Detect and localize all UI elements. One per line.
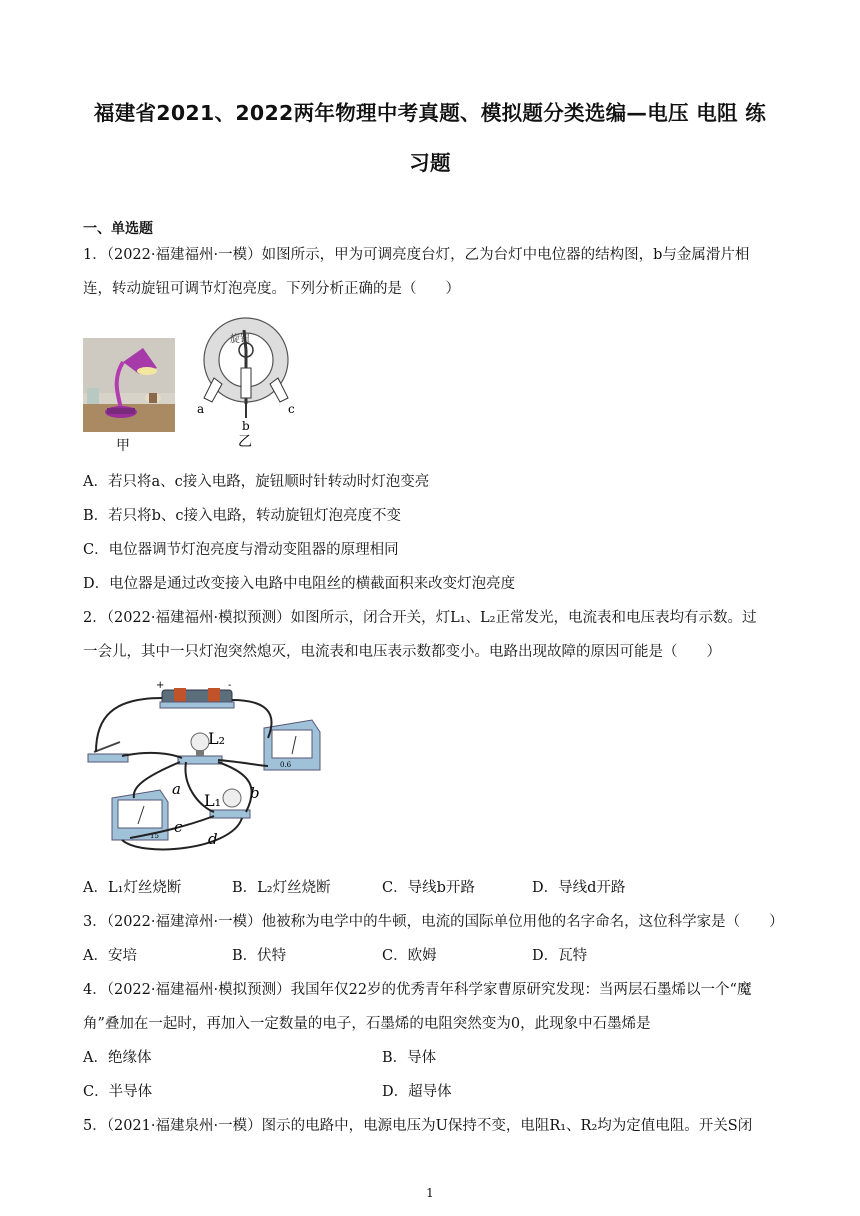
title-line-2: 习题 (409, 151, 451, 175)
q3-stem-line-1: 3．（2022·福建漳州·一模）他被称为电学中的牛顿，电流的国际单位用他的名字命名，这位科学家是（ ） (83, 914, 784, 930)
figure-label-jia: 甲 (116, 438, 130, 454)
q2-option-d: D．导线d开路 (532, 880, 626, 896)
terminal-a-label: a (197, 402, 205, 416)
q5-stem-line-1: 5．（2021·福建泉州·一模）图示的电路中，电源电压为U保持不变，电阻R₁、R₂均为定值电阻。开关S闭 (83, 1118, 753, 1134)
q3-option-a: A．安培 (83, 948, 137, 964)
q4-option-d: D．超导体 (382, 1084, 452, 1100)
q1-stem-line-1: 1．（2022·福建福州·一模）如图所示，甲为可调亮度台灯，乙为台灯中电位器的结构图，b与金属滑片相 (83, 247, 750, 263)
q4-option-c: C．半导体 (83, 1084, 153, 1100)
q4-option-b: B．导体 (382, 1050, 437, 1066)
q2-option-a: A．L₁灯丝烧断 (83, 880, 182, 896)
q3-option-d: D．瓦特 (532, 948, 588, 964)
ammeter-scale-label: 0.6 (280, 761, 292, 769)
q4-stem-line-1: 4．（2022·福建福州·模拟预测）我国年仅22岁的优秀青年科学家曹原研究发现：当两层石墨烯以一个“魔 (83, 982, 752, 998)
page-number: 1 (426, 1186, 434, 1200)
q1-option-c: C．电位器调节灯泡亮度与滑动变阻器的原理相同 (83, 542, 399, 558)
wire-d-label: d (208, 830, 218, 848)
wire-a-label: a (172, 780, 181, 798)
title-line-1: 福建省2021、2022两年物理中考真题、模拟题分类选编—电压 电阻 练 (93, 101, 767, 125)
document-title (60, 88, 800, 188)
q4-stem-line-2: 角”叠加在一起时，再加入一定数量的电子，石墨烯的电阻突然变为0，此现象中石墨烯是 (83, 1016, 651, 1032)
q2-option-c: C．导线b开路 (382, 880, 475, 896)
circuit-figure (82, 678, 334, 860)
wire-c-label: c (174, 818, 183, 836)
q1-option-d: D．电位器是通过改变接入电路中电阻丝的横截面积来改变灯泡亮度 (83, 576, 516, 592)
battery-minus-label: - (228, 680, 232, 691)
q4-option-a: A．绝缘体 (83, 1050, 152, 1066)
q1-option-b: B．若只将b、c接入电路，转动旋钮灯泡亮度不变 (83, 508, 402, 524)
q2-option-b: B．L₂灯丝烧断 (232, 880, 331, 896)
q2-stem-line-1: 2．（2022·福建福州·模拟预测）如图所示，闭合开关，灯L₁、L₂正常发光，电流表和电压表均有示数。过 (83, 610, 757, 626)
potentiometer-figure (194, 316, 306, 448)
terminal-b-label: b (242, 419, 250, 433)
figure-label-yi: 乙 (238, 434, 252, 448)
voltmeter-scale-label: 15 (150, 832, 159, 840)
desk-lamp-figure (83, 338, 175, 432)
terminal-c-label: c (288, 402, 295, 416)
battery-plus-label: + (156, 680, 165, 691)
q1-option-a: A．若只将a、c接入电路，旋钮顺时针转动时灯泡变亮 (83, 474, 430, 490)
lamp-l1-label: L₁ (204, 791, 222, 810)
q3-option-b: B．伏特 (232, 948, 287, 964)
q3-option-c: C．欧姆 (382, 948, 437, 964)
wire-b-label: b (250, 784, 260, 802)
q2-stem-line-2: 一会儿，其中一只灯泡突然熄灭，电流表和电压表示数都变小。电路出现故障的原因可能是（ ） (83, 644, 721, 660)
section-heading: 一、单选题 (83, 221, 153, 237)
q1-stem-line-2: 连，转动旋钮可调节灯泡亮度。下列分析正确的是（ ） (83, 281, 460, 297)
lamp-l2-label: L₂ (208, 729, 226, 748)
knob-label: 旋钮 (230, 334, 250, 345)
